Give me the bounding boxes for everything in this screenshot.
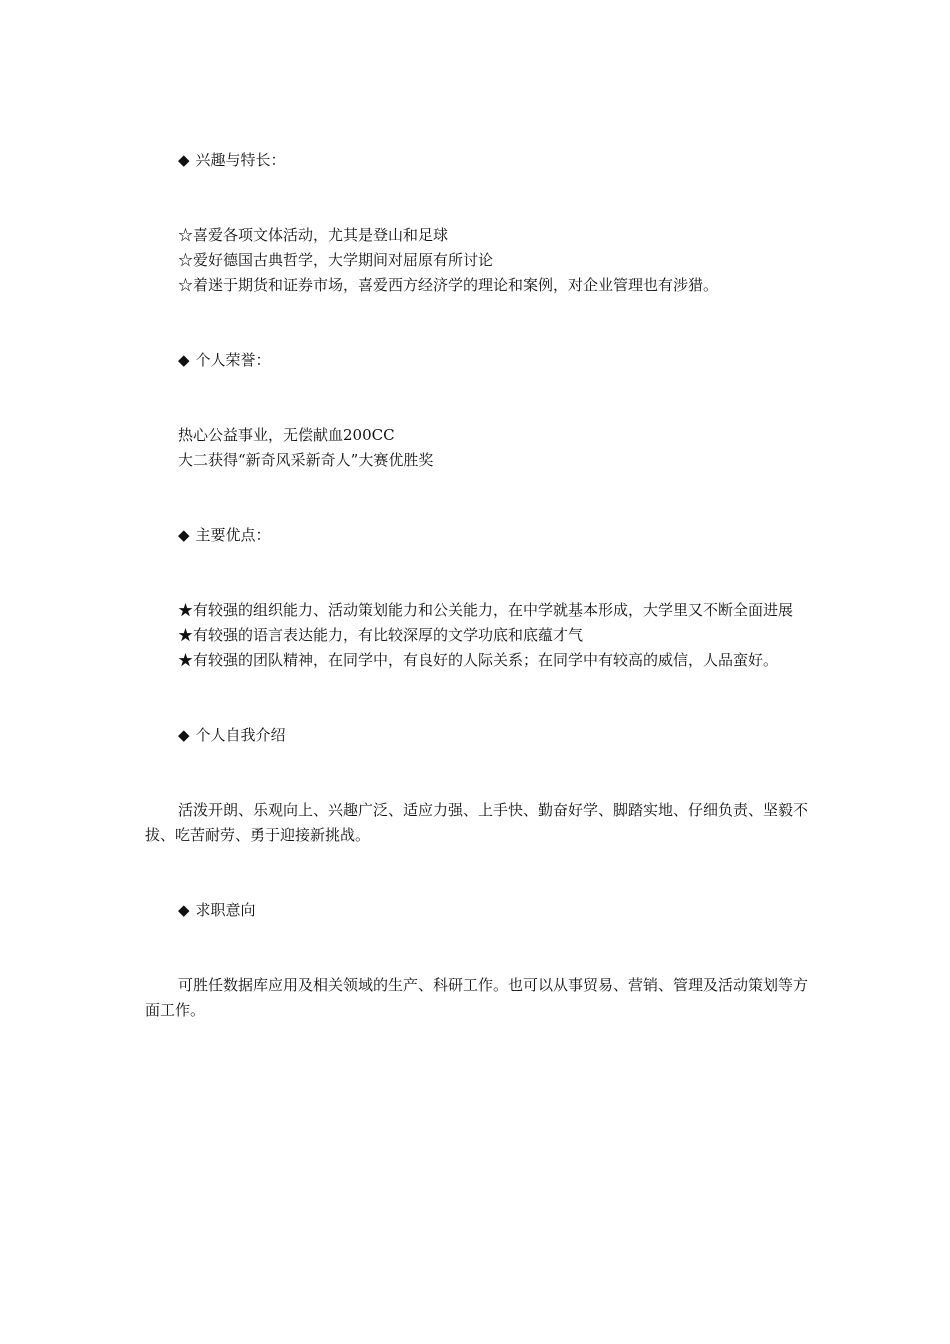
diamond-bullet-icon: ◆ [178,526,190,544]
diamond-bullet-icon: ◆ [178,351,190,369]
list-item: ★有较强的组织能力、活动策划能力和公关能力，在中学就基本形成，大学里又不断全面进展 [178,601,794,619]
list-item: ☆喜爱各项文体活动，尤其是登山和足球 [178,226,449,244]
paragraph: 可胜任数据库应用及相关领域的生产、科研工作。也可以从事贸易、营销、管理及活动策划等方面工作。 [145,976,809,1019]
list-item: 热心公益事业，无偿献血200CC [178,426,395,444]
list-item: ★有较强的团队精神，在同学中，有良好的人际关系；在同学中有较高的威信，人品蛮好。 [178,651,779,669]
diamond-bullet-icon: ◆ [178,151,190,169]
section-heading-strengths [145,523,810,548]
list-item: ☆着迷于期货和证券市场，喜爱西方经济学的理论和案例，对企业管理也有涉猎。 [178,276,719,294]
list-item: ☆爱好德国古典哲学，大学期间对屈原有所讨论 [178,251,494,269]
list-item: 大二获得“新奇风采新奇人”大赛优胜奖 [178,451,434,469]
paragraph: 活泼开朗、乐观向上、兴趣广泛、适应力强、上手快、勤奋好学、脚踏实地、仔细负责、坚毅不拔、吃苦耐劳、勇于迎接新挑战。 [145,801,809,844]
diamond-bullet-icon: ◆ [178,901,190,919]
section-heading-honors [145,348,810,373]
diamond-bullet-icon: ◆ [178,726,190,744]
resume-content [145,148,810,1023]
section-title: 主要优点： [195,526,271,544]
list-item: ★有较强的语言表达能力，有比较深厚的文学功底和底蕴才气 [178,626,584,644]
section-heading-interests [145,148,810,173]
section-title: 个人自我介绍 [195,726,286,744]
section-heading-self-intro [145,723,810,748]
section-title: 求职意向 [195,901,256,919]
section-title: 兴趣与特长： [195,151,286,169]
section-heading-job-intention [145,898,810,923]
section-title: 个人荣誉： [195,351,271,369]
